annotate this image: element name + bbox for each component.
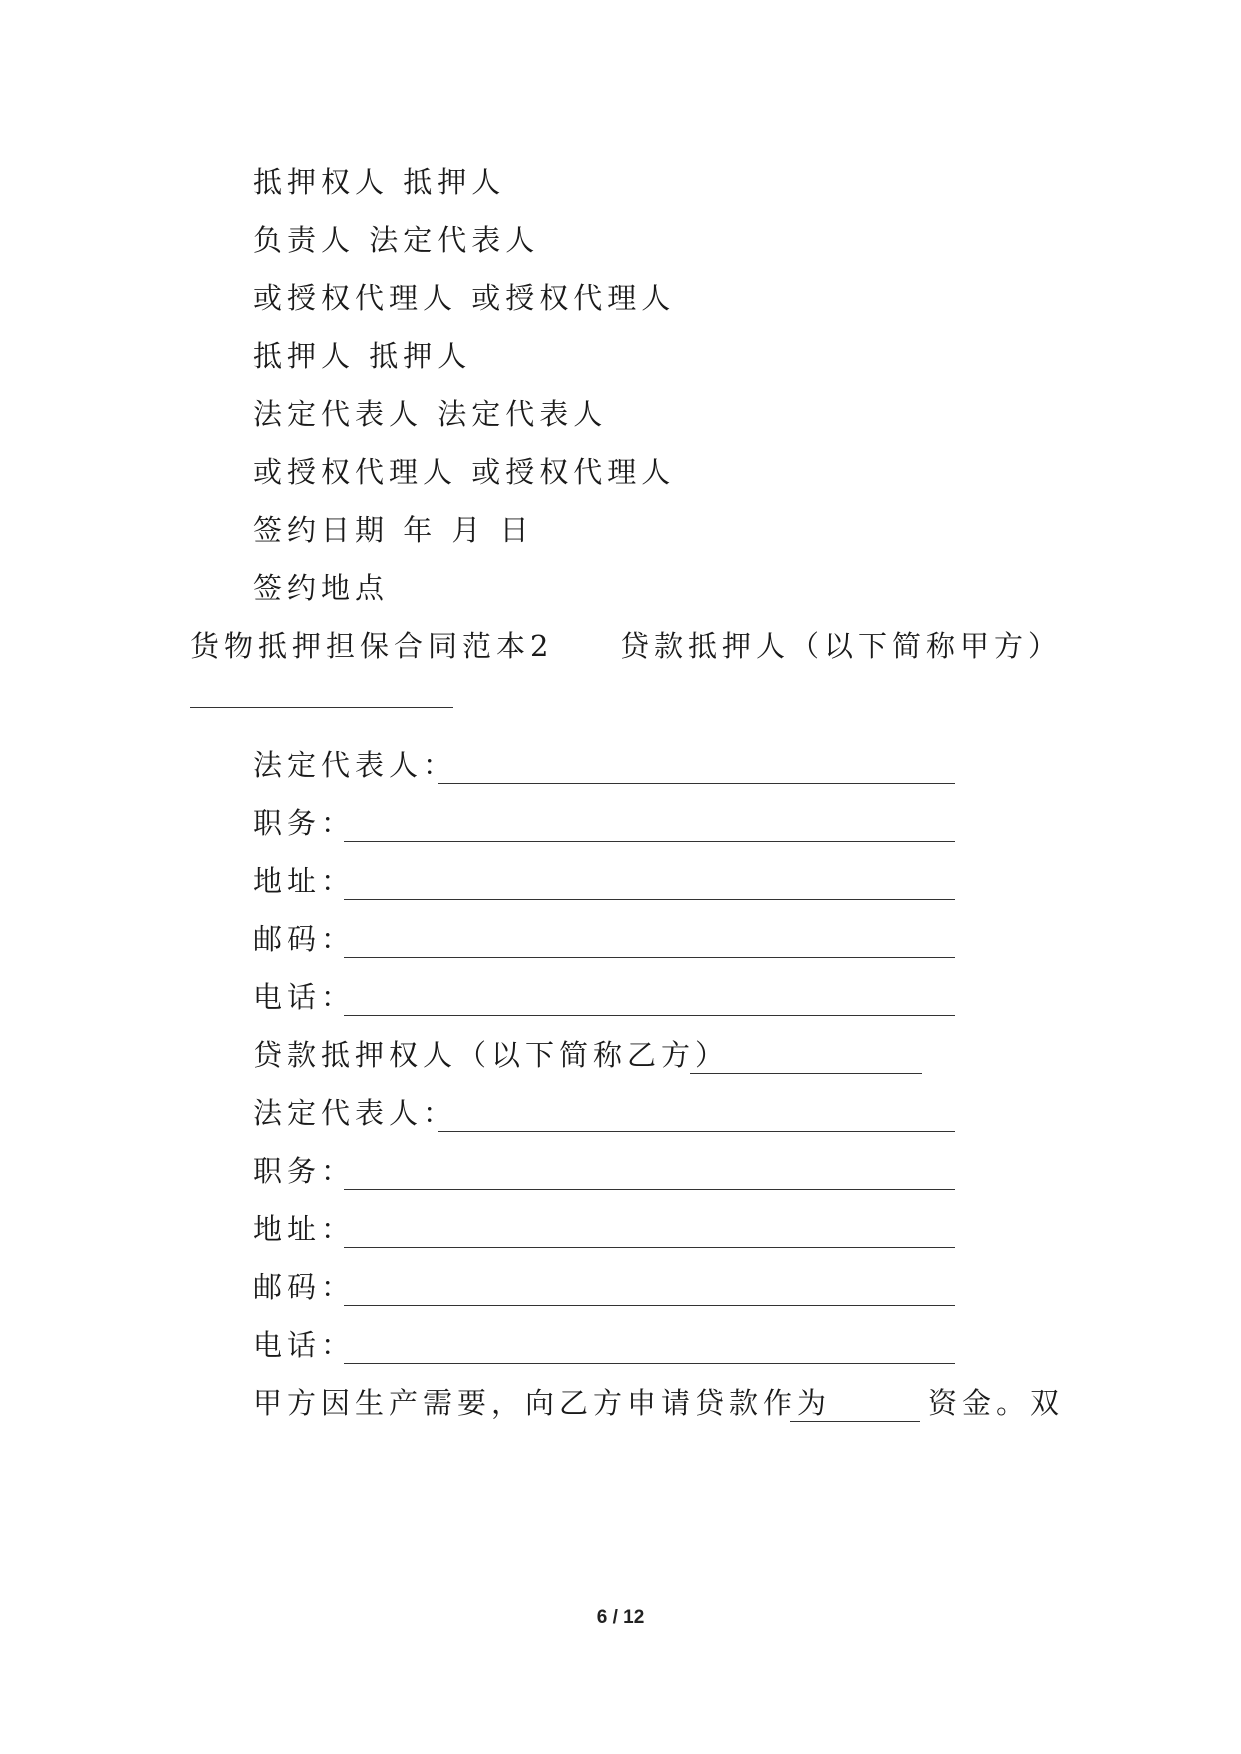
signature-line-3: 或授权代理人 或授权代理人 [253,281,676,315]
page-separator: / [612,1607,618,1628]
page-footer [0,1607,1241,1629]
signature-line-1: 抵押权人 抵押人 [253,165,506,199]
party-b-position-label: 职务： [253,1154,356,1188]
signature-line-4: 抵押人 抵押人 [253,339,472,373]
party-b-rep-label: 法定代表人： [253,1096,458,1130]
signing-place-line: 签约地点 [253,571,390,605]
party-a-rep-blank [438,783,955,784]
party-a-address-blank [344,899,955,900]
body-text-start: 甲方因生产需要，向乙方申请贷款作为 [253,1386,832,1420]
total-pages: 12 [623,1607,645,1628]
party-b-phone-blank [344,1363,955,1364]
page-number: 6 [596,1607,608,1628]
body-text-continuation: 资金。双 [928,1386,1065,1420]
party-a-intro: 贷款抵押人（以下简称甲方） [620,629,1063,663]
signature-line-2: 负责人 法定代表人 [253,223,540,257]
purpose-blank [790,1421,920,1422]
party-b-name-blank [690,1073,922,1074]
party-a-phone-label: 电话： [253,980,356,1014]
party-b-postcode-label: 邮码： [253,1270,356,1304]
party-a-position-blank [344,841,955,842]
party-b-address-blank [344,1247,955,1248]
party-b-phone-label: 电话： [253,1328,356,1362]
signature-line-5: 法定代表人 法定代表人 [253,397,608,431]
party-a-phone-blank [344,1015,955,1016]
party-b-position-blank [344,1189,955,1190]
party-b-rep-blank [438,1131,955,1132]
contract-title: 货物抵押担保合同范本2 [190,629,554,663]
party-a-postcode-blank [344,957,955,958]
party-a-postcode-label: 邮码： [253,922,356,956]
signing-date-line: 签约日期 年 月 日 [253,513,534,547]
party-a-rep-label: 法定代表人： [253,748,458,782]
signature-line-6: 或授权代理人 或授权代理人 [253,455,676,489]
party-b-intro: 贷款抵押权人（以下简称乙方） [253,1038,730,1072]
party-b-address-label: 地址： [253,1212,356,1246]
party-a-name-blank [190,707,453,708]
party-b-postcode-blank [344,1305,955,1306]
party-a-position-label: 职务： [253,806,356,840]
party-a-address-label: 地址： [253,864,356,898]
